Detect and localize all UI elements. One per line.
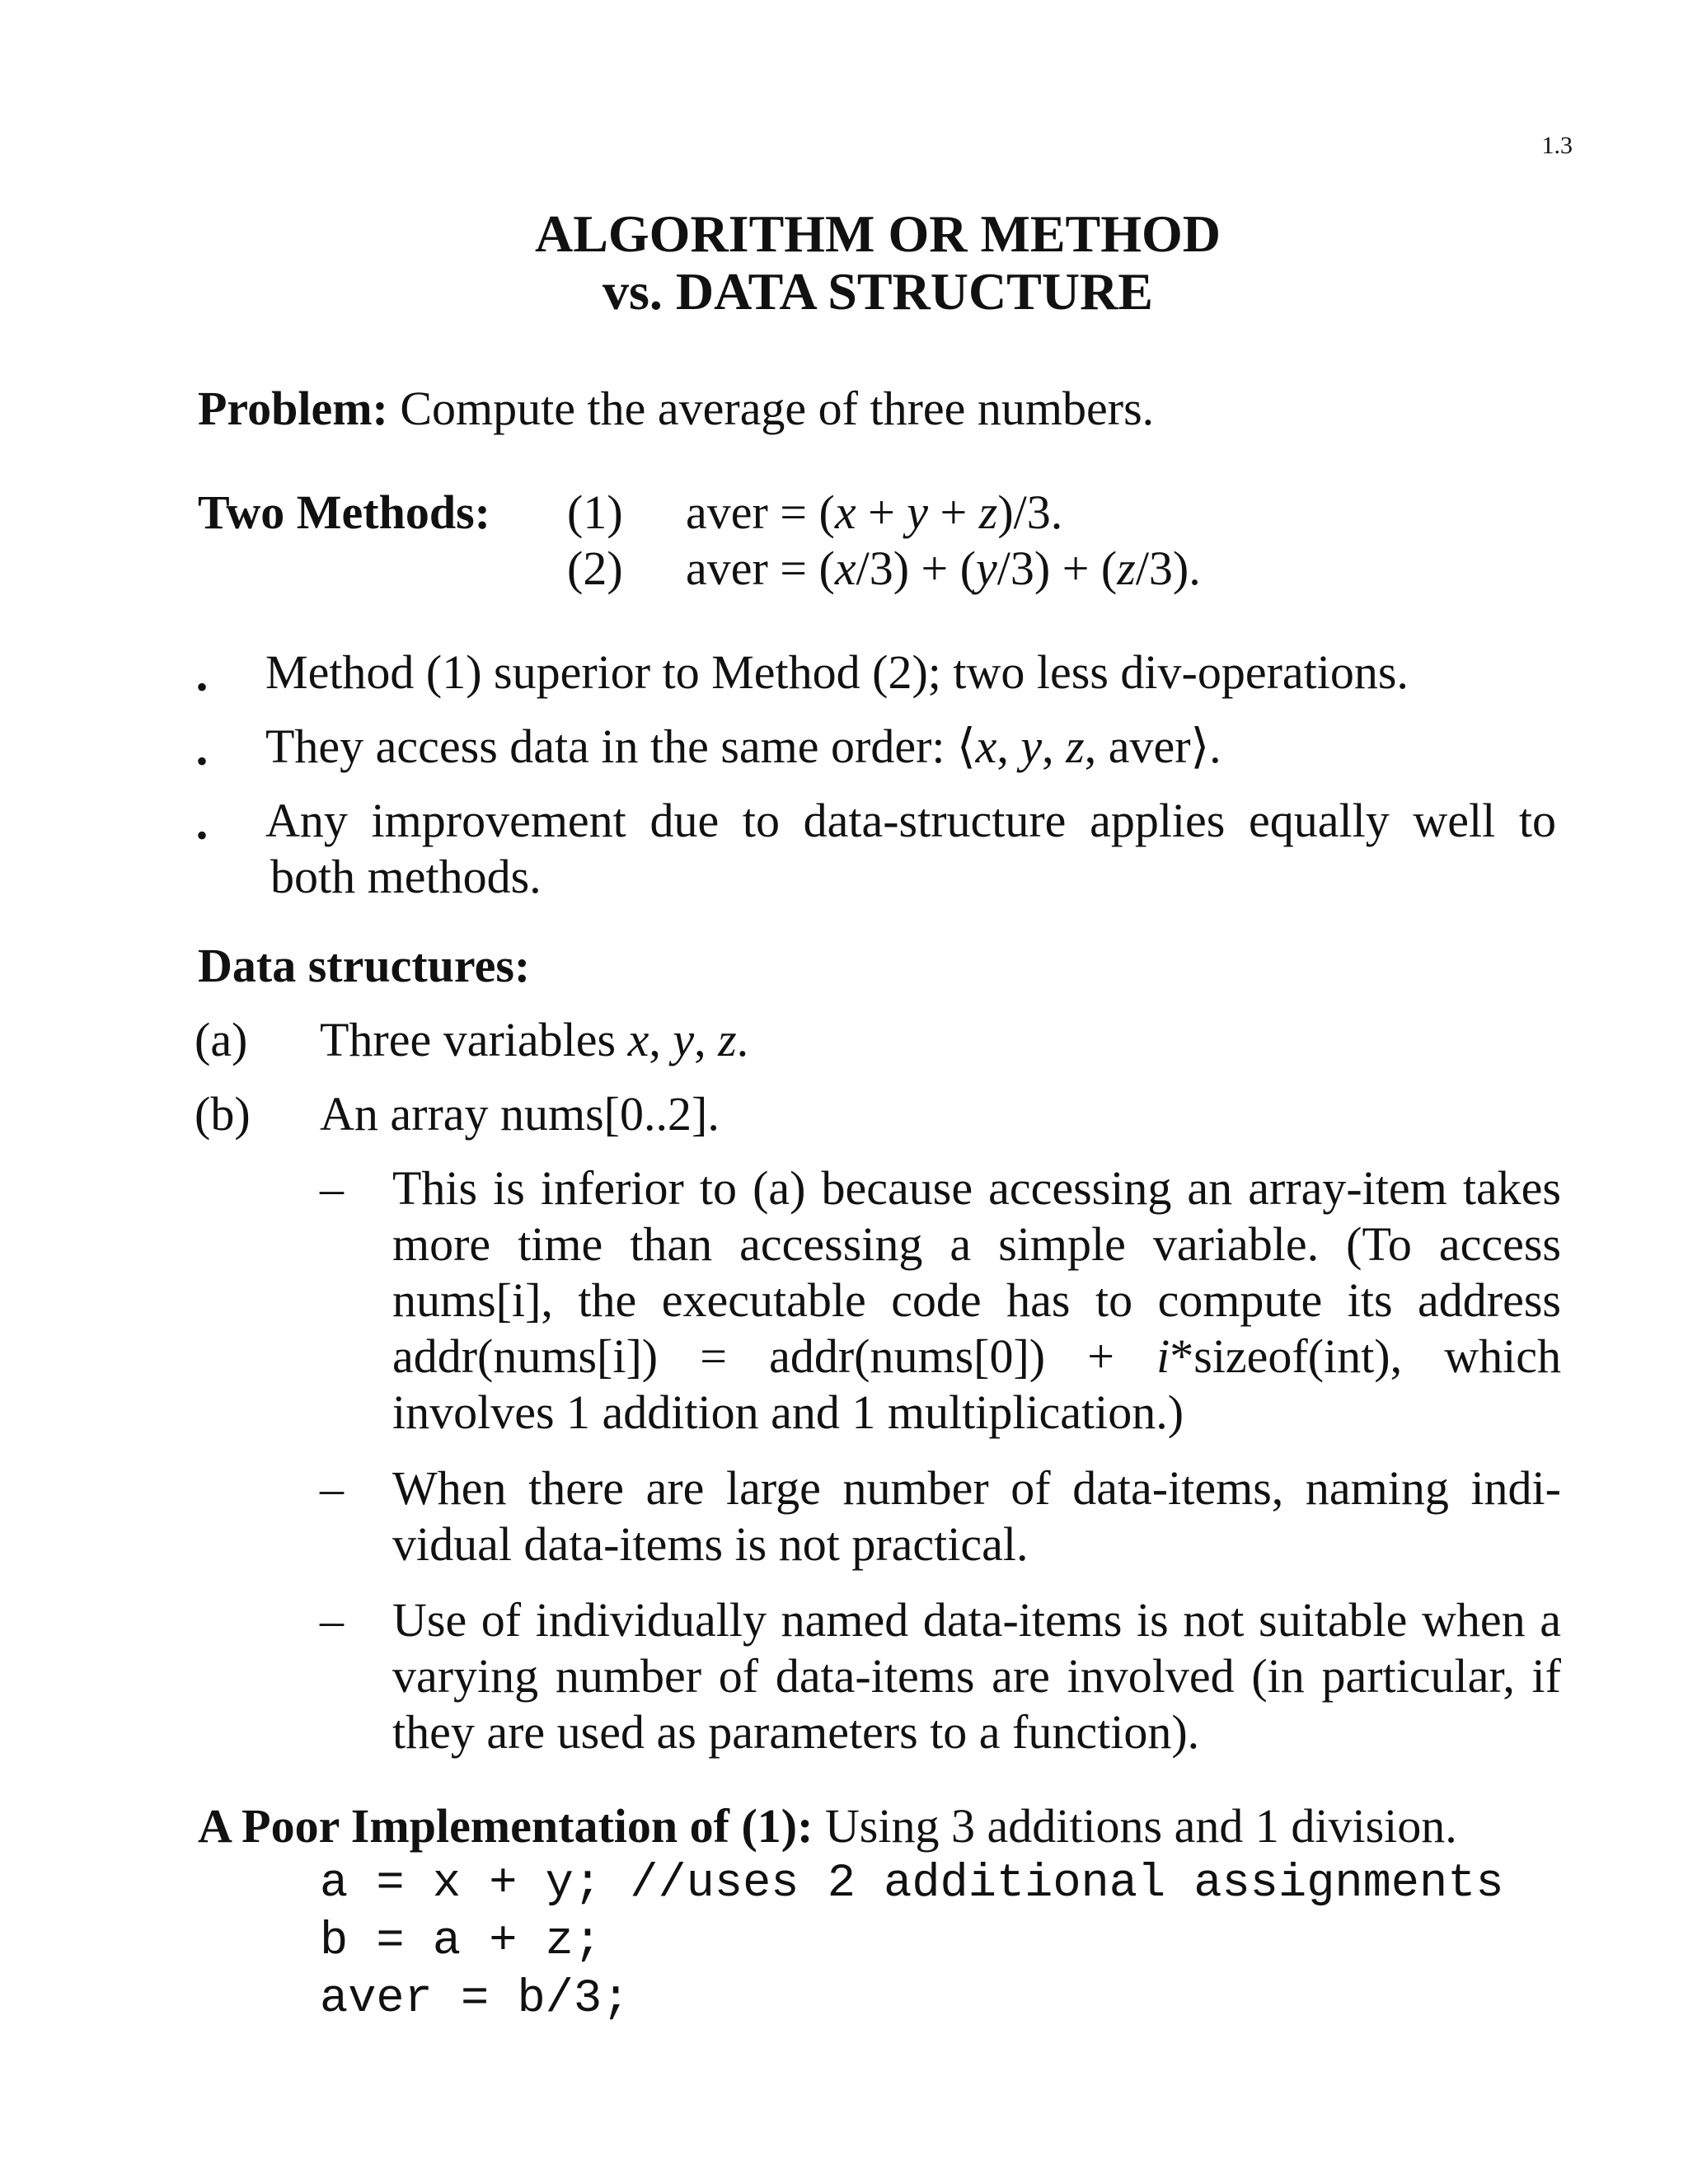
- bullet-3-line-1: Any improvement due to data-structure applies equally well to: [265, 794, 1556, 847]
- sub-1-line-4: addr(nums[i]) = addr(nums[0]) + i*sizeof(int), which: [392, 1329, 1561, 1383]
- sub-1-line-1: This is inferior to (a) because accessing an array-item takes: [392, 1161, 1561, 1215]
- bullet-marker-2: •: [196, 743, 209, 780]
- page-title-line-2: vs. DATA STRUCTURE: [603, 262, 1153, 321]
- item-a-marker: (a): [195, 1013, 248, 1066]
- bullet-1-text: Method (1) superior to Method (2); two less div-operations.: [265, 645, 1409, 699]
- sub-1-line-2: more time than accessing a simple variable. (To access: [392, 1217, 1561, 1271]
- problem-text: Compute the average of three numbers.: [400, 382, 1155, 435]
- method-1-formula: aver = (x + y + z)/3.: [686, 485, 1063, 539]
- data-structures-label: Data structures:: [198, 939, 531, 992]
- sub-3-dash: –: [320, 1593, 344, 1647]
- sub-2-line-1: When there are large number of data-items, naming indi-: [392, 1461, 1561, 1515]
- item-b-text: An array nums[0..2].: [320, 1087, 720, 1141]
- sub-1-line-5: involves 1 addition and 1 multiplication.): [392, 1385, 1184, 1439]
- method-2-number: (2): [567, 541, 623, 595]
- bullet-2-text: They access data in the same order: ⟨x, y, z, aver⟩.: [265, 719, 1221, 773]
- sub-1-dash: –: [320, 1161, 344, 1215]
- poor-implementation-text: Using 3 additions and 1 division.: [824, 1799, 1457, 1853]
- item-b-marker: (b): [195, 1087, 251, 1141]
- sub-1-line-3: nums[i], the executable code has to compute its address: [392, 1273, 1561, 1327]
- problem-statement: [198, 381, 1154, 437]
- sub-2-line-2: vidual data-items is not practical.: [392, 1517, 1029, 1571]
- sub-3-line-1: Use of individually named data-items is not suitable when a: [392, 1593, 1561, 1647]
- bullet-marker-3: •: [196, 817, 209, 854]
- poor-implementation-label: A Poor Implementation of (1):: [198, 1799, 814, 1853]
- methods-label: Two Methods:: [198, 485, 490, 539]
- code-line-3: aver = b/3;: [320, 1973, 631, 2026]
- code-line-2: b = a + z;: [320, 1915, 603, 1968]
- problem-label: Problem:: [198, 382, 388, 435]
- bullet-3-line-2: both methods.: [270, 850, 542, 903]
- page-title-line-1: ALGORITHM OR METHOD: [534, 204, 1221, 263]
- poor-implementation-heading: [198, 1798, 1457, 1854]
- method-2-formula: aver = (x/3) + (y/3) + (z/3).: [686, 541, 1201, 595]
- sub-2-dash: –: [320, 1461, 344, 1515]
- sub-3-line-2: varying number of data-items are involved (in particular, if: [392, 1649, 1561, 1703]
- sub-3-line-3: they are used as parameters to a function).: [392, 1705, 1200, 1759]
- bullet-marker-1: •: [196, 668, 209, 705]
- method-1-number: (1): [567, 485, 623, 539]
- code-line-1: a = x + y; //uses 2 additional assignments: [320, 1858, 1504, 1910]
- page-number: 1.3: [1541, 132, 1573, 159]
- item-a-text: Three variables x, y, z.: [320, 1013, 749, 1066]
